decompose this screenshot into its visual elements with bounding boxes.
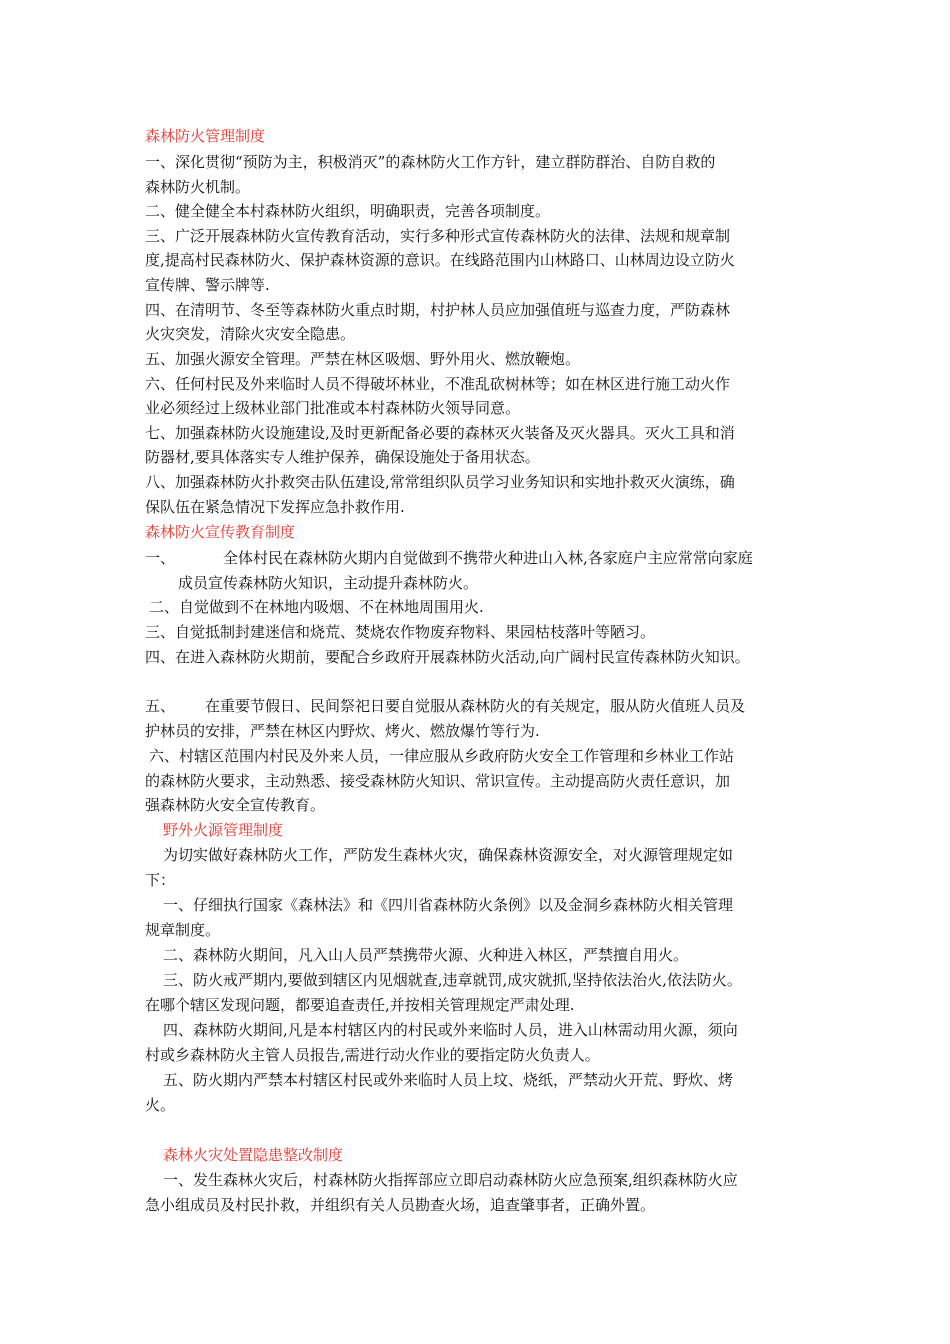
list-item [145,696,815,716]
list-item: 二、自觉做到不在林地内吸烟、不在林地周围用火. [149,598,484,616]
paragraph-line: 八、加强森林防火扑救突击队伍建设,常常组织队员学习业务知识和实地扑救灭火演练，确 [145,473,735,491]
paragraph-line: 森林防火机制。 [145,178,251,196]
list-item-continuation: 的森林防火要求，主动熟悉、接受森林防火知识、常识宣传。主动提高防火责任意识，加 [145,772,731,790]
paragraph-line: 五、加强火源安全管理。严禁在林区吸烟、野外用火、燃放鞭炮。 [145,350,581,368]
paragraph-line: 宣传牌、警示牌等. [145,276,270,294]
paragraph-line: 急小组成员及村民扑救，并组织有关人员勘查火场，追查肇事者，正确外置。 [145,1196,656,1214]
paragraph-line: 二、森林防火期间，凡入山人员严禁携带火源、火种进入林区，严禁擅自用火。 [163,946,689,964]
paragraph-line: 在哪个辖区发现问题，都要追查责任,并按相关管理规定严肃处理. [145,996,575,1014]
paragraph-line: 火。 [145,1096,176,1114]
paragraph-line: 二、健全健全本村森林防火组织，明确职责，完善各项制度。 [145,202,551,220]
paragraph-line: 度,提高村民森林防火、保护森林资源的意识。在线路范围内山林路口、山林周边设立防火 [145,251,735,269]
item-number: 一、 [145,549,176,567]
list-item-continuation: 护林员的安排，严禁在林区内野炊、烤火、燃放爆竹等行为. [145,722,540,740]
paragraph-line: 五、防火期内严禁本村辖区村民或外来临时人员上坟、烧纸，严禁动火开荒、野炊、烤 [163,1071,734,1089]
section-title-management: 森林防火管理制度 [145,127,266,145]
paragraph-line: 一、发生森林火灾后，村森林防火指挥部应立即启动森林防火应急预案,组织森林防火应 [163,1171,738,1189]
section-title-fire-source: 野外火源管理制度 [163,821,284,839]
paragraph-line: 四、森林防火期间,凡是本村辖区内的村民或外来临时人员，进入山林需动用火源，须向 [163,1021,738,1039]
paragraph-line: 一、仔细执行国家《森林法》和《四川省森林防火条例》以及金洞乡森林防火相关管理 [163,896,734,914]
paragraph-line: 火灾突发，清除火灾安全隐患。 [145,325,356,343]
list-item: 六、村辖区范围内村民及外来人员，一律应服从乡政府防火安全工作管理和乡林业工作站 [149,747,735,765]
paragraph-line: 规章制度。 [145,921,221,939]
item-number: 五、 [145,697,176,715]
list-item-continuation: 成员宣传森林防火知识，主动提升森林防火。 [178,574,479,592]
paragraph-line: 保队伍在紧急情况下发挥应急扑救作用. [145,498,405,516]
paragraph-line: 一、深化贯彻“预防为主，积极消灭”的森林防火工作方针，建立群防群治、自防自救的 [145,153,716,171]
list-item-continuation: 强森林防火安全宣传教育。 [145,796,326,814]
paragraph-line: 防器材,要具体落实专人维护保养，确保设施处于备用状态。 [145,448,540,466]
paragraph-line: 业必须经过上级林业部门批准或本村森林防火领导同意。 [145,399,521,417]
list-item [145,548,815,568]
paragraph-line: 六、任何村民及外来临时人员不得破坏林业，不准乱砍树林等；如在林区进行施工动火作 [145,375,731,393]
paragraph-line: 三、防火戒严期内,要做到辖区内见烟就查,违章就罚,成灾就抓,坚持依法治火,依法防火。 [163,971,742,989]
paragraph-line: 七、加强森林防火设施建设,及时更新配备必要的森林灭火装备及灭火器具。灭火工具和消 [145,424,735,442]
section-title-rectification: 森林火灾处置隐患整改制度 [163,1146,344,1164]
paragraph-line: 村或乡森林防火主管人员报告,需进行动火作业的要指定防火负责人。 [145,1046,600,1064]
list-item: 三、自觉抵制封建迷信和烧荒、焚烧农作物废弃物料、果园枯枝落叶等陋习。 [145,623,656,641]
paragraph-line: 三、广泛开展森林防火宣传教育活动，实行多种形式宣传森林防火的法律、法规和规章制 [145,227,731,245]
section-title-education: 森林防火宣传教育制度 [145,523,296,541]
paragraph-line: 下： [145,871,176,889]
paragraph-line: 四、在清明节、冬至等森林防火重点时期，村护林人员应加强值班与巡查力度，严防森林 [145,301,731,319]
item-text: 全体村民在森林防火期内自觉做到不携带火种进山入林,各家庭户主应常常向家庭 [223,549,753,567]
item-text: 在重要节假日、民间祭祀日要自觉服从森林防火的有关规定，服从防火值班人员及 [205,697,746,715]
list-item: 四、在进入森林防火期前，要配合乡政府开展森林防火活动,向广阔村民宣传森林防火知识。 [145,648,750,666]
paragraph-line: 为切实做好森林防火工作，严防发生森林火灾，确保森林资源安全，对火源管理规定如 [163,846,734,864]
